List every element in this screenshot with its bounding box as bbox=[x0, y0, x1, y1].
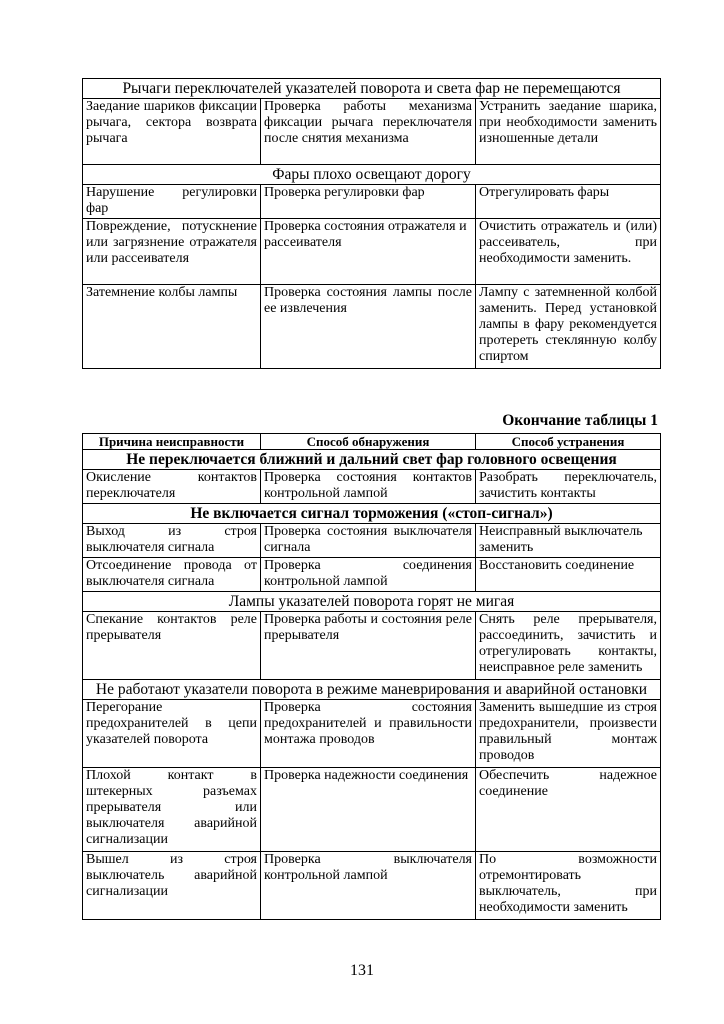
section-title: Не включается сигнал торможения («стоп-сигнал») bbox=[83, 504, 661, 524]
detection-cell: Проверка работы механизма фиксации рычага переключателя после снятия механизма bbox=[261, 99, 476, 165]
remedy-cell: Лампу с затемненной колбой заменить. Перед установкой лампы в фару рекомендуется протереть стеклянную колбу спиртом bbox=[476, 285, 661, 369]
table-row bbox=[83, 852, 661, 920]
table-row bbox=[83, 558, 661, 592]
table-row bbox=[83, 285, 661, 369]
detection-cell: Проверка состояния выключателя сигнала bbox=[261, 524, 476, 558]
section-title: Рычаги переключателей указателей поворота и света фар не перемещаются bbox=[83, 79, 661, 99]
detection-cell: Проверка состояния лампы после ее извлечения bbox=[261, 285, 476, 369]
remedy-cell: Восстановить соединение bbox=[476, 558, 661, 592]
detection-cell: Проверка регулировки фар bbox=[261, 185, 476, 219]
cause-cell: Заедание шариков фиксации рычага, сектора возврата рычага bbox=[83, 99, 261, 165]
header-detection: Способ обнаружения bbox=[261, 434, 476, 450]
remedy-cell: По возможности отремонтировать выключатель, при необходимости заменить bbox=[476, 852, 661, 920]
cause-cell: Окисление контактов переключателя bbox=[83, 470, 261, 504]
remedy-cell: Очистить отражатель и (или) рассеиватель, при необходимости заменить. bbox=[476, 219, 661, 285]
table-row bbox=[83, 185, 661, 219]
section-row bbox=[83, 79, 661, 99]
detection-cell: Проверка надежности соединения bbox=[261, 768, 476, 852]
table-row bbox=[83, 219, 661, 285]
fault-table-part-1 bbox=[82, 78, 661, 369]
header-row bbox=[83, 434, 661, 450]
remedy-cell: Снять реле прерывателя, рассоединить, зачистить и отрегулировать контакты, неисправное реле заменить bbox=[476, 612, 661, 680]
detection-cell: Проверка соединения контрольной лампой bbox=[261, 558, 476, 592]
section-title: Фары плохо освещают дорогу bbox=[83, 165, 661, 185]
fault-table-part-2 bbox=[82, 433, 661, 920]
cause-cell: Выход из строя выключателя сигнала bbox=[83, 524, 261, 558]
detection-cell: Проверка работы и состояния реле прерывателя bbox=[261, 612, 476, 680]
detection-cell: Проверка состояния отражателя и рассеивателя bbox=[261, 219, 476, 285]
detection-cell: Проверка состояния контактов контрольной лампой bbox=[261, 470, 476, 504]
section-title: Лампы указателей поворота горят не мигая bbox=[83, 592, 661, 612]
table-row bbox=[83, 768, 661, 852]
table-continuation-label: Окончание таблицы 1 bbox=[502, 412, 658, 429]
table-row bbox=[83, 700, 661, 768]
section-row bbox=[83, 450, 661, 470]
section-row bbox=[83, 680, 661, 700]
table-row bbox=[83, 524, 661, 558]
section-row bbox=[83, 504, 661, 524]
detection-cell: Проверка состояния предохранителей и правильности монтажа проводов bbox=[261, 700, 476, 768]
detection-cell: Проверка выключателя контрольной лампой bbox=[261, 852, 476, 920]
remedy-cell: Заменить вышедшие из строя предохранители, произвести правильный монтаж проводов bbox=[476, 700, 661, 768]
cause-cell: Плохой контакт в штекерных разъемах прерывателя или выключателя аварийной сигнализации bbox=[83, 768, 261, 852]
table-row bbox=[83, 612, 661, 680]
header-remedy: Способ устранения bbox=[476, 434, 661, 450]
section-title: Не работают указатели поворота в режиме маневрирования и аварийной остановки bbox=[83, 680, 661, 700]
remedy-cell: Разобрать переключатель, зачистить контакты bbox=[476, 470, 661, 504]
page-number: 131 bbox=[350, 962, 374, 979]
remedy-cell: Обеспечить надежное соединение bbox=[476, 768, 661, 852]
section-row bbox=[83, 592, 661, 612]
section-row bbox=[83, 165, 661, 185]
cause-cell: Спекание контактов реле прерывателя bbox=[83, 612, 261, 680]
cause-cell: Затемнение колбы лампы bbox=[83, 285, 261, 369]
cause-cell: Повреждение, потускнение или загрязнение отражателя или рассеивателя bbox=[83, 219, 261, 285]
table-row bbox=[83, 99, 661, 165]
cause-cell: Вышел из строя выключатель аварийной сигнализации bbox=[83, 852, 261, 920]
header-cause: Причина неисправности bbox=[83, 434, 261, 450]
table-row bbox=[83, 470, 661, 504]
remedy-cell: Устранить заедание шарика, при необходимости заменить изношенные детали bbox=[476, 99, 661, 165]
section-title: Не переключается ближний и дальний свет фар головного освещения bbox=[83, 450, 661, 470]
cause-cell: Отсоединение провода от выключателя сигнала bbox=[83, 558, 261, 592]
cause-cell: Нарушение регулировки фар bbox=[83, 185, 261, 219]
remedy-cell: Отрегулировать фары bbox=[476, 185, 661, 219]
remedy-cell: Неисправный выключатель заменить bbox=[476, 524, 661, 558]
cause-cell: Перегорание предохранителей в цепи указателей поворота bbox=[83, 700, 261, 768]
